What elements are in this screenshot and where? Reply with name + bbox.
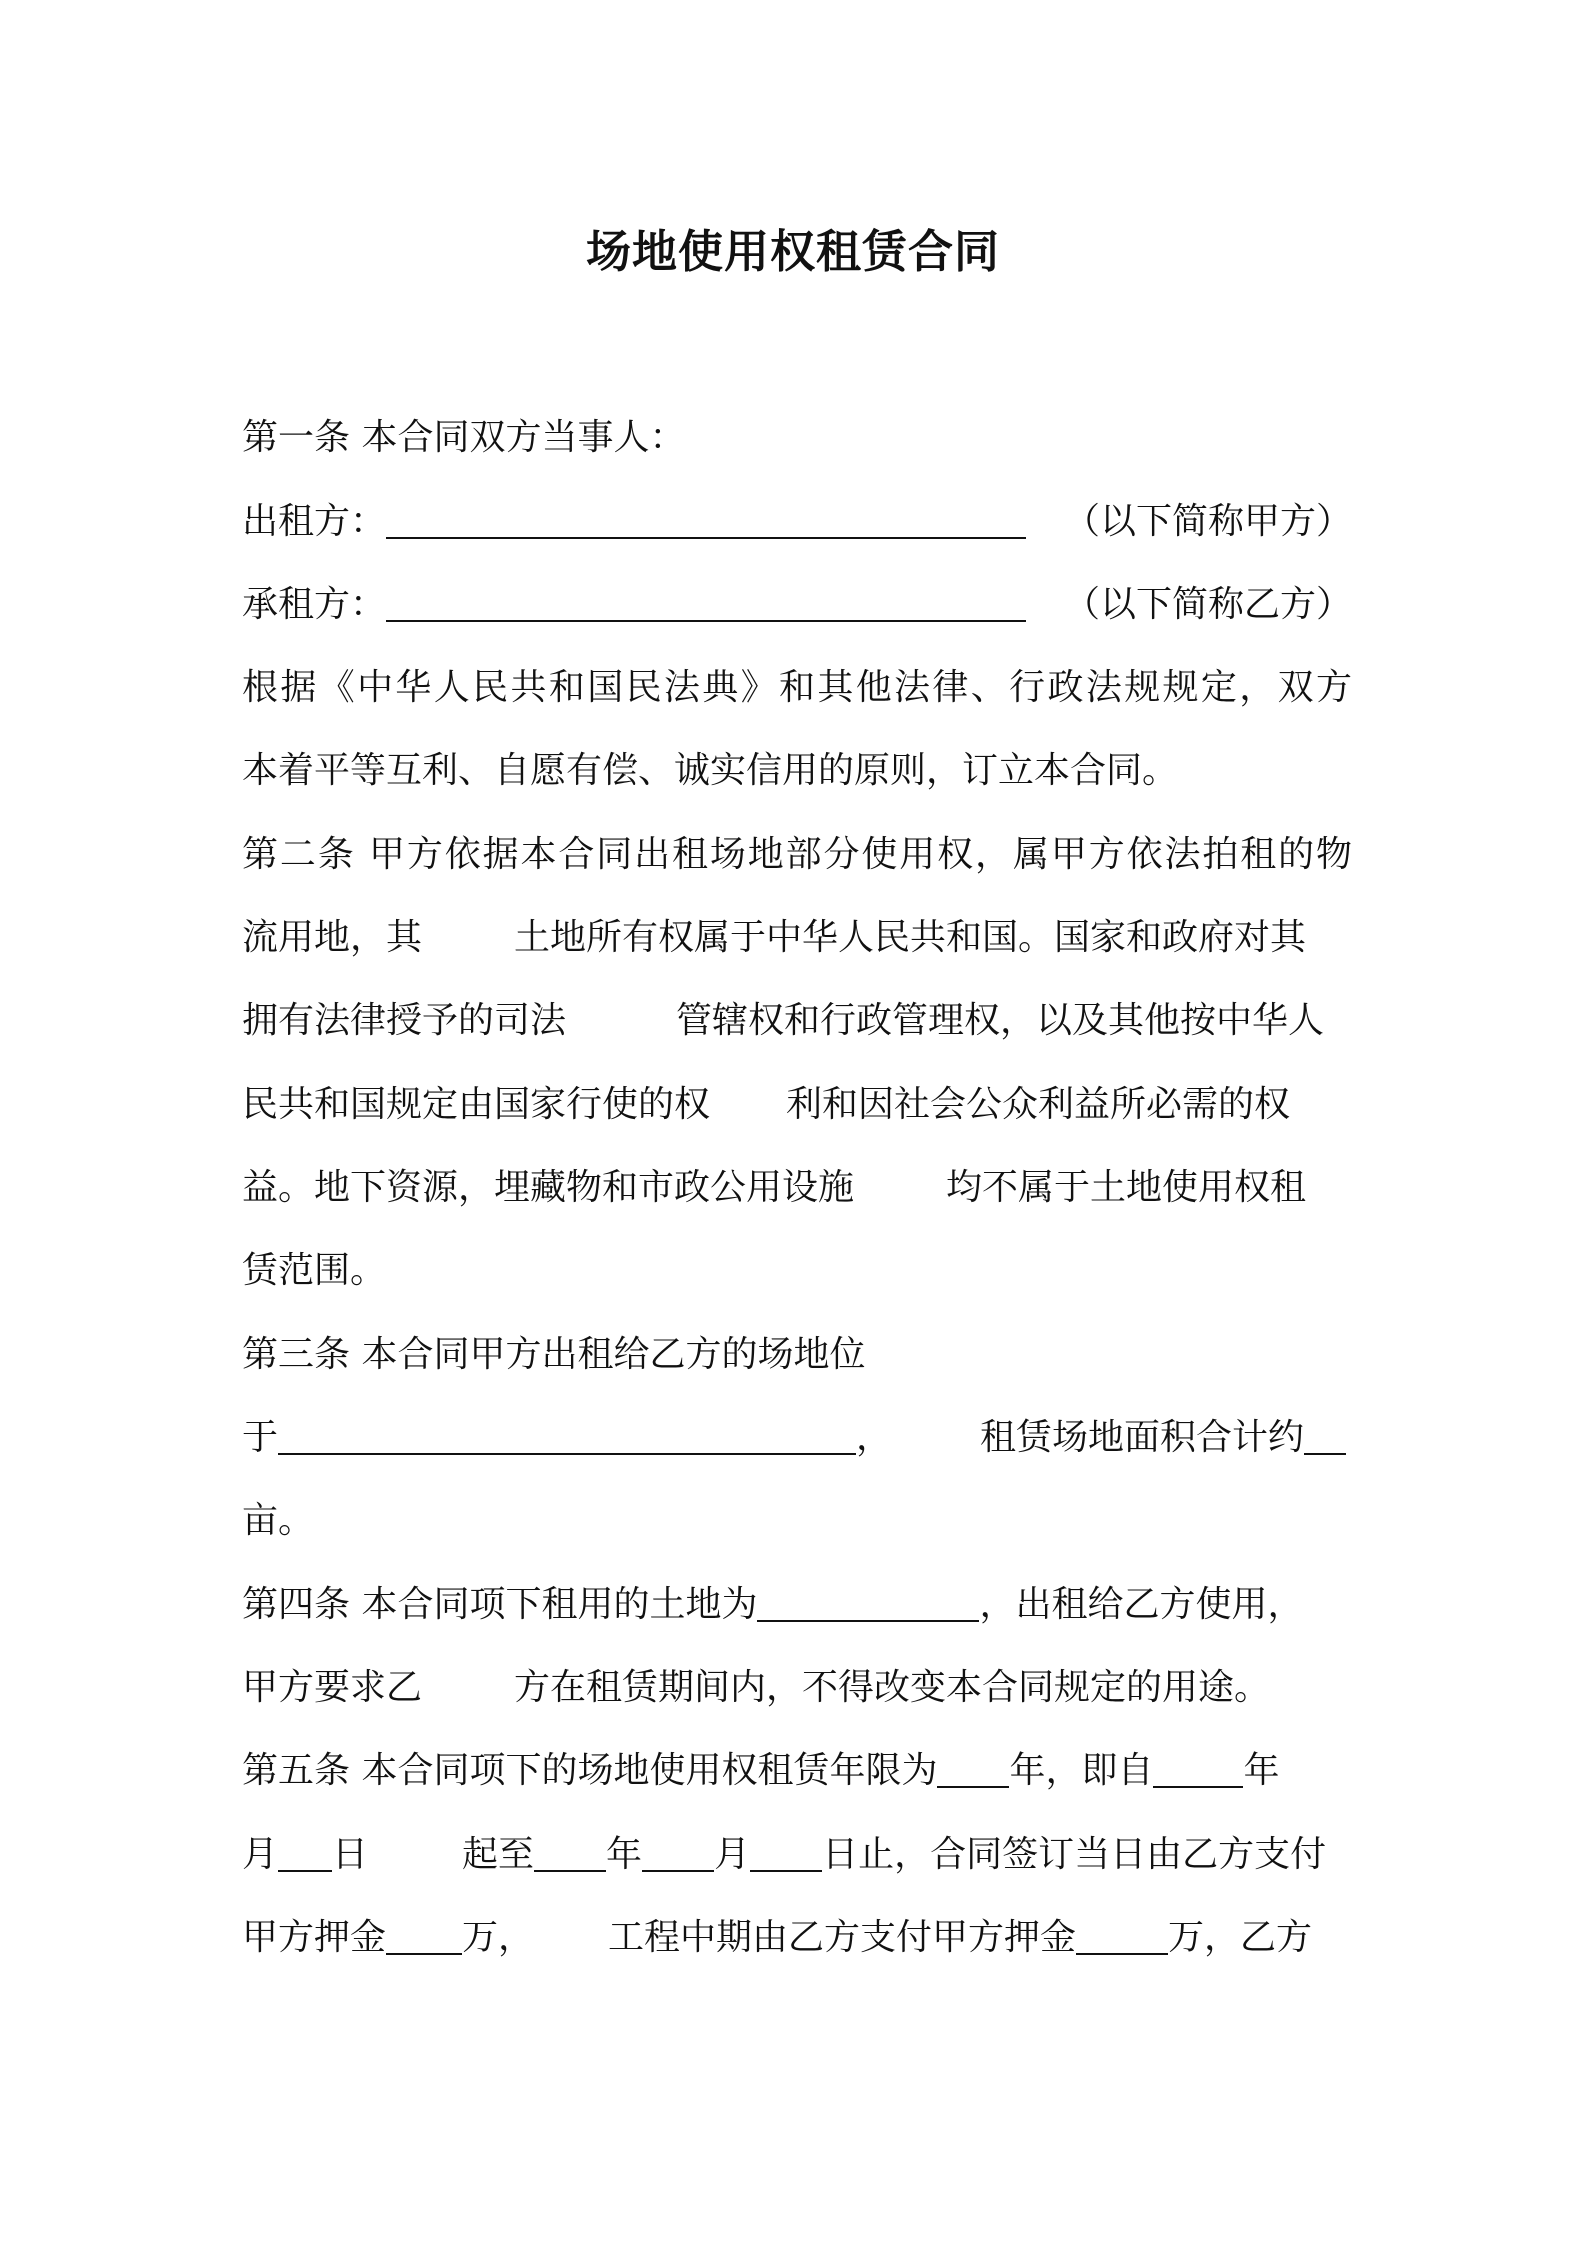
- clause-2-line-3b: 管辖权和行政管理权，以及其他按中华人: [676, 1000, 1325, 1041]
- clause-5-line-2a: 月: [242, 1834, 279, 1875]
- end-day-blank[interactable]: [750, 1830, 822, 1872]
- clause-5-line-1a: 第五条 本合同项下的场地使用权租赁年限为: [242, 1750, 938, 1791]
- site-location-blank[interactable]: [278, 1413, 856, 1455]
- lessee-row: [242, 580, 1352, 630]
- clause-5-line-2f: 日止，合同签订当日由乙方支付: [822, 1834, 1327, 1875]
- clause-4-line-1a: 第四条 本合同项下租用的土地为: [242, 1584, 758, 1625]
- clause-5-line-1c: 年: [1243, 1750, 1280, 1791]
- clause-5-line-1b: 年，即自: [1009, 1750, 1154, 1791]
- clause-2-line-5a: 益。地下资源，埋藏物和市政公用设施: [242, 1167, 855, 1208]
- clause-4-line-2: [242, 1663, 1352, 1713]
- land-use-blank[interactable]: [757, 1580, 979, 1622]
- start-month-blank[interactable]: [278, 1830, 332, 1872]
- site-area-blank[interactable]: [1304, 1413, 1346, 1455]
- lessee-name-blank[interactable]: [386, 580, 1026, 622]
- basis-line-2: 本着平等互利、自愿有偿、诚实信用的原则，订立本合同。: [242, 750, 1179, 791]
- clause-2-line-1: 第二条 甲方依据本合同出租场地部分使用权，属甲方依法拍租的物: [242, 834, 1352, 875]
- lessor-row: [242, 497, 1352, 547]
- clause-5-line-3d: 万，乙方: [1168, 1917, 1313, 1958]
- clause-2-line-2: [242, 913, 1352, 963]
- clause-2-line-3: [242, 996, 1352, 1046]
- clause-5-line-2c: 起至: [462, 1834, 535, 1875]
- clause-3-line-2: [242, 1413, 1352, 1463]
- clause-5-line-2b: 日: [332, 1834, 369, 1875]
- clause-2-line-5b: 均不属于土地使用权租: [946, 1167, 1307, 1208]
- clause-1-heading: [242, 413, 1352, 463]
- clause-2-line-2b: 土地所有权属于中华人民共和国。国家和政府对其: [514, 917, 1307, 958]
- clause-4-line-2b: 方在租赁期间内，不得改变本合同规定的用途。: [514, 1667, 1271, 1708]
- lessee-label: 承租方：: [242, 584, 387, 625]
- midterm-deposit-blank[interactable]: [1076, 1913, 1168, 1955]
- basis-line-1: 根据《中华人民共和国民法典》和其他法律、行政法规规定，双方: [242, 667, 1352, 708]
- lessor-label: 出租方：: [242, 501, 387, 542]
- clause-2-line-4b: 利和因社会公众利益所必需的权: [786, 1084, 1291, 1125]
- clause-1-heading-text: 第一条 本合同双方当事人：: [242, 417, 686, 458]
- clause-3-line-3: 亩。: [242, 1500, 315, 1541]
- clause-5-line-2: [242, 1830, 1352, 1880]
- clause-3-line-2c: 租赁场地面积合计约: [980, 1417, 1305, 1458]
- clause-2-line-3a: 拥有法律授予的司法: [242, 1000, 567, 1041]
- clause-4-line-2a: 甲方要求乙: [242, 1667, 423, 1708]
- lease-term-years-blank[interactable]: [937, 1746, 1009, 1788]
- clause-5-line-3a: 甲方押金: [242, 1917, 387, 1958]
- clause-2-line-5: [242, 1163, 1352, 1213]
- clause-5-line-1: [242, 1746, 1352, 1796]
- clause-3-line-1: 第三条 本合同甲方出租给乙方的场地位: [242, 1334, 866, 1375]
- lessee-suffix: （以下简称乙方）: [1063, 584, 1352, 625]
- clause-5-line-3b: 万，: [462, 1917, 535, 1958]
- clause-2-line-2a: 流用地，其: [242, 917, 423, 958]
- clause-5-line-3: [242, 1913, 1352, 1963]
- clause-4-line-1: [242, 1580, 1352, 1630]
- lessor-name-blank[interactable]: [386, 497, 1026, 539]
- clause-3-line-2b: ，: [856, 1417, 893, 1458]
- clause-2-line-4: [242, 1080, 1352, 1130]
- clause-4-line-1b: ，出租给乙方使用，: [979, 1584, 1304, 1625]
- clause-2-line-6: 赁范围。: [242, 1250, 387, 1291]
- end-year-blank[interactable]: [534, 1830, 606, 1872]
- start-year-blank[interactable]: [1153, 1746, 1243, 1788]
- end-month-blank[interactable]: [642, 1830, 714, 1872]
- clause-2-line-4a: 民共和国规定由国家行使的权: [242, 1084, 711, 1125]
- clause-3-line-2a: 于: [242, 1417, 279, 1458]
- deposit-amount-blank[interactable]: [386, 1913, 462, 1955]
- clause-5-line-2e: 月: [714, 1834, 751, 1875]
- lessor-suffix: （以下简称甲方）: [1063, 501, 1352, 542]
- document-title: 场地使用权租赁合同: [585, 225, 1000, 278]
- clause-5-line-3c: 工程中期由乙方支付甲方押金: [608, 1917, 1077, 1958]
- clause-5-line-2d: 年: [606, 1834, 643, 1875]
